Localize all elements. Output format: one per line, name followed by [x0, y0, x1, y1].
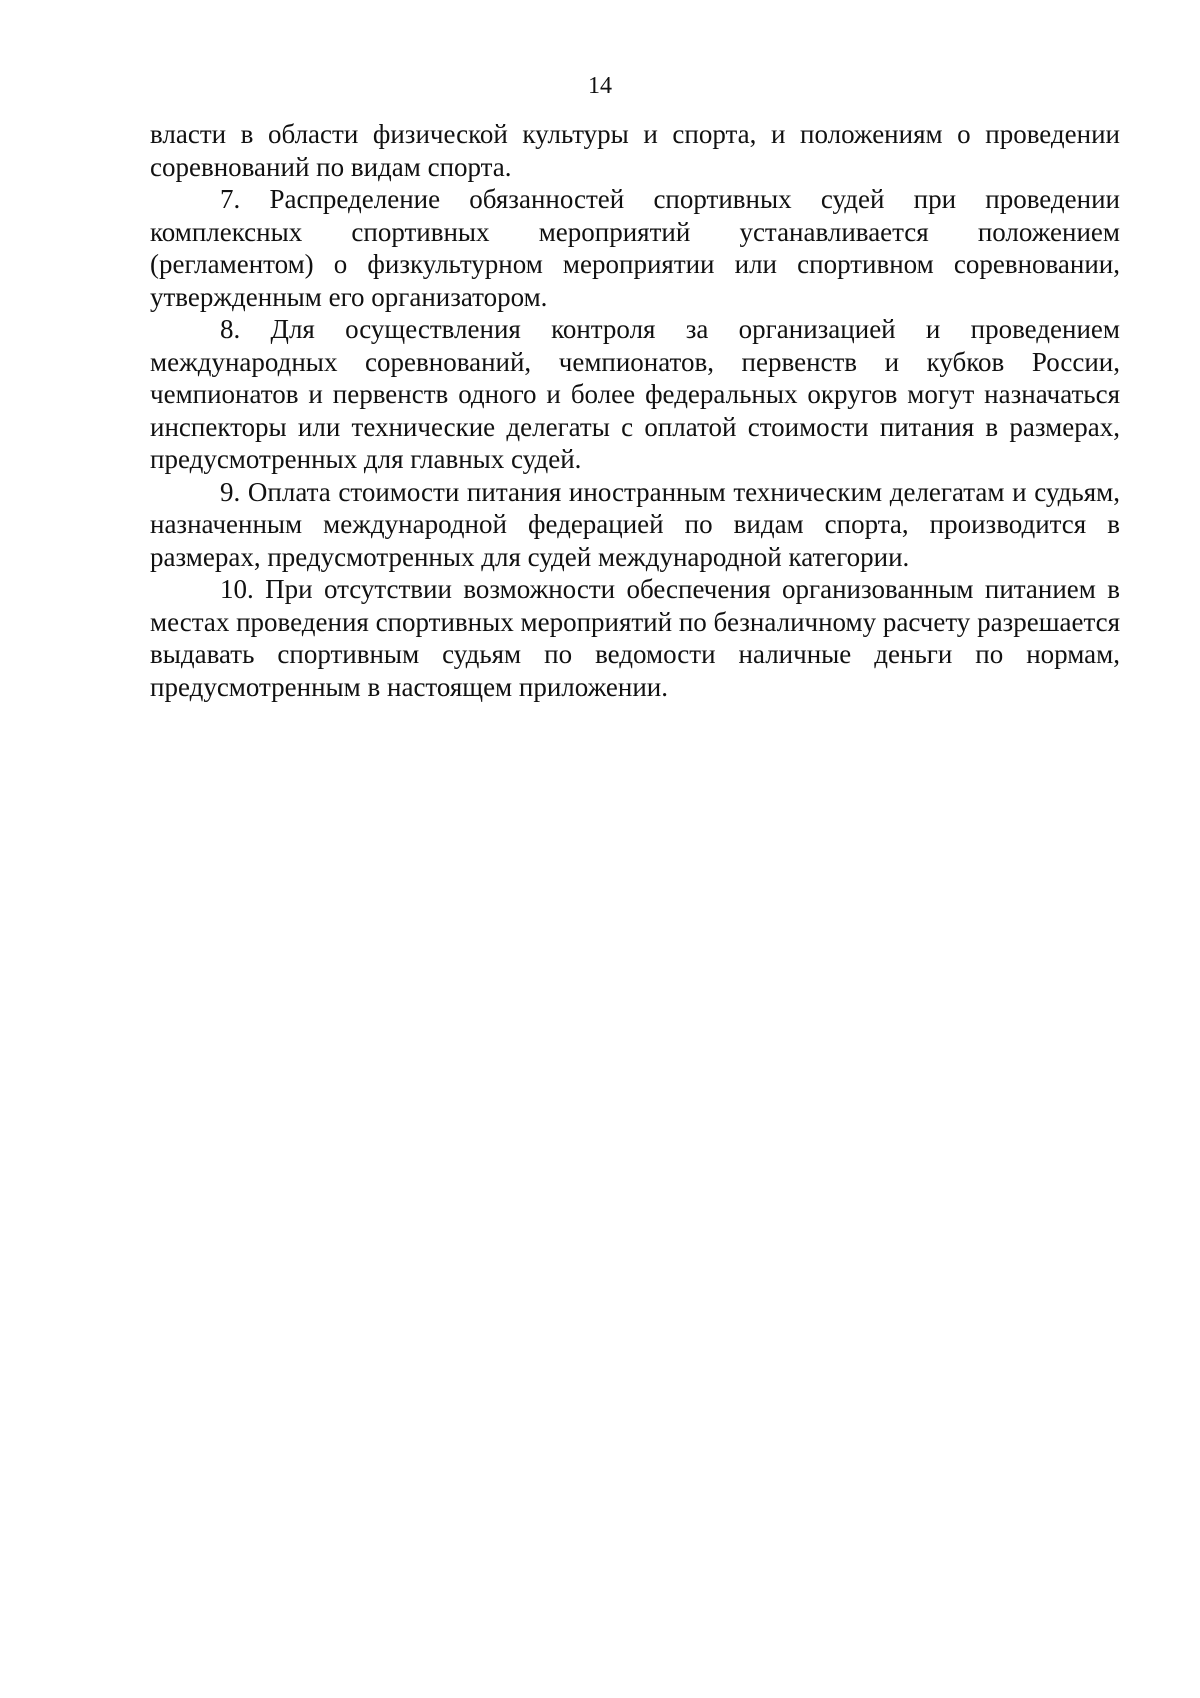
paragraph-item-7: 7. Распределение обязанностей спортивных судей при проведении комплексных спортивных мероприятий устанавливается положением (регламентом) о физкультурном мероприятии или спортивном соревновании, утвержденным его организатором. [150, 184, 1120, 312]
paragraph-item-9: 9. Оплата стоимости питания иностранным техническим делегатам и судьям, назначенным международной федерацией по видам спорта, производится в размерах, предусмотренных для судей международной категории. [150, 476, 1120, 572]
paragraph-continuation: власти в области физической культуры и спорта, и положениям о проведении соревнований по видам спорта. [150, 119, 1120, 182]
paragraph-item-10: 10. При отсутствии возможности обеспечения организованным питанием в местах проведения спортивных мероприятий по безналичному расчету разрешается выдавать спортивным судьям по ведомости наличные деньги по нормам, предусмотренным в настоящем приложении. [150, 574, 1120, 702]
document-body [150, 118, 1120, 703]
paragraph-item-8: 8. Для осуществления контроля за организацией и проведением международных соревнований, чемпионатов, первенств и кубков России, чемпионатов и первенств одного и более федеральных округов могут назначаться инспекторы или технические делегаты с оплатой стоимости питания в размерах, предусмотренных для главных судей. [150, 314, 1120, 474]
page-number: 14 [588, 73, 612, 99]
